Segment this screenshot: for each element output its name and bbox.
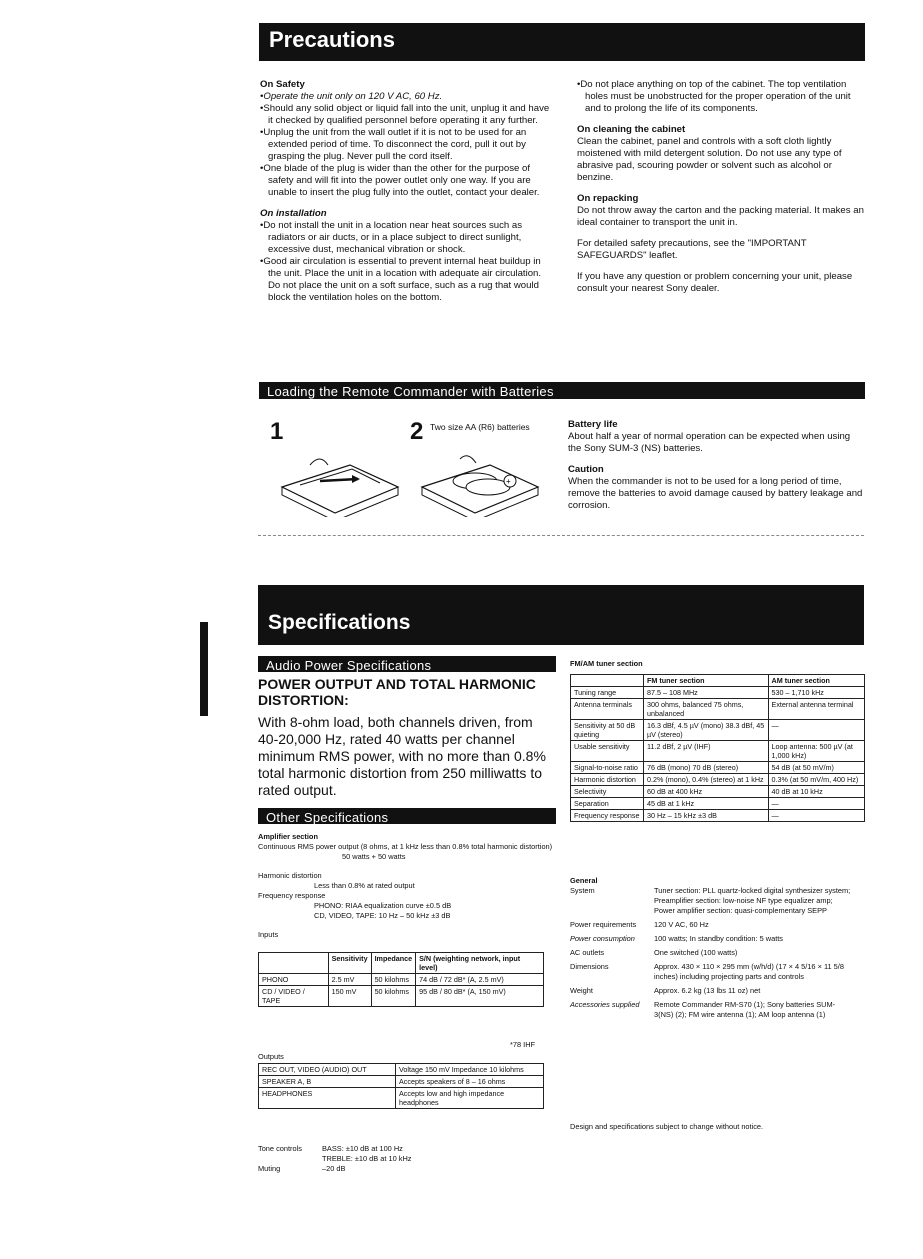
table-cell: 87.5 – 108 MHz bbox=[644, 687, 769, 699]
precautions-title: Precautions bbox=[269, 27, 395, 52]
list-item: • Do not install the unit in a location near heat sources such as radiators or air ducts, or in a place subject to direct sunlight, excessive dust, mechanical vibration or shock. bbox=[260, 220, 550, 256]
outputs-label: Outputs bbox=[258, 1052, 284, 1061]
page-edge-mark bbox=[200, 622, 208, 716]
safety-heading: On Safety bbox=[260, 79, 305, 90]
specifications-title-bar bbox=[258, 585, 864, 645]
table-cell: REC OUT, VIDEO (AUDIO) OUT bbox=[259, 1064, 396, 1076]
table-row bbox=[571, 675, 865, 687]
battery-insert-illustration bbox=[420, 447, 545, 517]
precautions-left-column bbox=[260, 79, 550, 304]
table-cell: 40 dB at 10 kHz bbox=[768, 786, 864, 798]
table-row bbox=[571, 720, 865, 741]
amplifier-heading: Amplifier section bbox=[258, 832, 318, 841]
table-row bbox=[259, 1064, 544, 1076]
amplifier-section bbox=[258, 832, 556, 940]
section-divider bbox=[258, 535, 864, 536]
specifications-title: Specifications bbox=[268, 611, 411, 634]
table-cell: 50 kilohms bbox=[371, 974, 416, 986]
battery-life-heading: Battery life bbox=[568, 419, 618, 430]
table-cell: 30 Hz – 15 kHz ±3 dB bbox=[644, 810, 769, 822]
audio-power-title: Audio Power Specifications bbox=[266, 658, 432, 673]
general-section bbox=[570, 876, 865, 1024]
table-cell: External antenna terminal bbox=[768, 699, 864, 720]
installation-heading: On installation bbox=[260, 208, 327, 219]
general-value: Approx. 6.2 kg (13 lbs 11 oz) net bbox=[654, 986, 761, 995]
list-item: • Unplug the unit from the wall outlet if it is not to be used for an extended period of time. To disconnect the cord, pull it out by grasping the plug. Never pull the cord itself. bbox=[260, 127, 550, 163]
svg-text:+: + bbox=[506, 477, 511, 486]
table-cell: 50 kilohms bbox=[371, 986, 416, 1007]
inputs-label: Inputs bbox=[258, 930, 279, 939]
table-cell bbox=[259, 953, 329, 974]
repacking-text: Do not throw away the carton and the packing material. It makes an ideal container to transport the unit in. bbox=[577, 205, 864, 228]
table-row bbox=[571, 741, 865, 762]
table-row bbox=[571, 786, 865, 798]
other-specs-bar bbox=[258, 808, 556, 824]
general-label: System bbox=[570, 886, 595, 895]
general-value: Remote Commander RM-S70 (1); Sony batteries SUM-3(NS) (2); FM wire antenna (1); AM loop antenna (1) bbox=[654, 1000, 836, 1019]
step-one-number: 1 bbox=[270, 418, 284, 445]
frequency-response-phono: PHONO: RIAA equalization curve ±0.5 dB bbox=[314, 901, 452, 910]
table-row bbox=[571, 687, 865, 699]
table-row bbox=[571, 798, 865, 810]
table-cell: 0.3% (at 50 mV/m, 400 Hz) bbox=[768, 774, 864, 786]
table-cell: 45 dB at 1 kHz bbox=[644, 798, 769, 810]
general-value: 120 V AC, 60 Hz bbox=[654, 920, 709, 929]
table-row bbox=[259, 974, 544, 986]
tone-bass-value: BASS: ±10 dB at 100 Hz bbox=[322, 1144, 403, 1153]
table-cell: 95 dB / 80 dB* (A, 150 mV) bbox=[416, 986, 544, 1007]
repacking-heading: On repacking bbox=[577, 193, 639, 204]
caution-heading: Caution bbox=[568, 464, 604, 475]
tuner-table bbox=[570, 674, 865, 822]
table-cell: Impedance bbox=[371, 953, 416, 974]
table-cell: Frequency response bbox=[571, 810, 644, 822]
general-label: Weight bbox=[570, 986, 593, 995]
remote-back-cover-illustration bbox=[280, 447, 405, 517]
table-cell: 60 dB at 400 kHz bbox=[644, 786, 769, 798]
general-value: Approx. 430 × 110 × 295 mm (w/h/d) (17 × 4 5/16 × 11 5/8 inches) including projecting parts and controls bbox=[654, 962, 844, 981]
general-label: AC outlets bbox=[570, 948, 605, 957]
table-cell: Accepts low and high impedance headphones bbox=[396, 1088, 544, 1109]
table-cell: Sensitivity at 50 dB quieting bbox=[571, 720, 644, 741]
table-cell: Sensitivity bbox=[328, 953, 371, 974]
remote-title: Loading the Remote Commander with Batteries bbox=[267, 384, 554, 399]
general-label: Power requirements bbox=[570, 920, 637, 929]
battery-size-label: Two size AA (R6) batteries bbox=[430, 422, 530, 432]
battery-info-column bbox=[568, 419, 863, 512]
cleaning-text: Clean the cabinet, panel and controls with a soft cloth lightly moistened with mild detergent solution. Do not use any type of abrasive pad, scouring powder or solvent such as alcohol or benzine. bbox=[577, 136, 842, 183]
list-item: • Do not place anything on top of the cabinet. The top ventilation holes must be unobstructed for the proper operation of the unit and to prolong the life of its components. bbox=[577, 79, 867, 115]
power-heading: POWER OUTPUT AND TOTAL HARMONIC DISTORTION: bbox=[258, 676, 536, 708]
harmonic-distortion-value: Less than 0.8% at rated output bbox=[314, 881, 415, 890]
table-cell: 76 dB (mono) 70 dB (stereo) bbox=[644, 762, 769, 774]
table-row bbox=[259, 986, 544, 1007]
table-cell: 54 dB (at 50 mV/m) bbox=[768, 762, 864, 774]
table-row bbox=[259, 1088, 544, 1109]
inputs-table bbox=[258, 952, 544, 1007]
table-row bbox=[259, 953, 544, 974]
amplifier-rms-value: 50 watts + 50 watts bbox=[342, 852, 406, 861]
table-cell: Antenna terminals bbox=[571, 699, 644, 720]
table-cell: CD / VIDEO / TAPE bbox=[259, 986, 329, 1007]
table-cell: — bbox=[768, 720, 864, 741]
table-cell: FM tuner section bbox=[644, 675, 769, 687]
precautions-title-bar bbox=[259, 23, 865, 61]
table-cell: 16.3 dBf, 4.5 µV (mono) 38.3 dBf, 45 µV (stereo) bbox=[644, 720, 769, 741]
muting-value: –20 dB bbox=[322, 1164, 346, 1173]
list-item: • One blade of the plug is wider than the other for the purpose of safety and will fit into the power outlet only one way. If you are unable to insert the plug fully into the outlet, contact your dealer. bbox=[260, 163, 550, 199]
table-cell: Signal-to-noise ratio bbox=[571, 762, 644, 774]
table-cell: Selectivity bbox=[571, 786, 644, 798]
tuner-heading: FM/AM tuner section bbox=[570, 659, 643, 668]
table-cell: 74 dB / 72 dB* (A, 2.5 mV) bbox=[416, 974, 544, 986]
table-cell: AM tuner section bbox=[768, 675, 864, 687]
other-specs-title: Other Specifications bbox=[266, 810, 389, 825]
table-cell: HEADPHONES bbox=[259, 1088, 396, 1109]
tone-label: Tone controls bbox=[258, 1144, 302, 1153]
precautions-right-column bbox=[577, 79, 867, 295]
power-text: With 8-ohm load, both channels driven, from 40-20,000 Hz, rated 40 watts per channel minimum RMS power, with no more than 0.8% total harmonic distortion from 250 milliwatts to rated output. bbox=[258, 714, 546, 798]
frequency-response-line: CD, VIDEO, TAPE: 10 Hz – 50 kHz ±3 dB bbox=[314, 911, 451, 920]
table-cell bbox=[571, 675, 644, 687]
general-label: Accessories supplied bbox=[570, 1000, 640, 1009]
table-cell: Loop antenna: 500 µV (at 1,000 kHz) bbox=[768, 741, 864, 762]
general-label: Dimensions bbox=[570, 962, 609, 971]
table-cell: S/N (weighting network, input level) bbox=[416, 953, 544, 974]
table-cell: Voltage 150 mV Impedance 10 kilohms bbox=[396, 1064, 544, 1076]
outputs-table bbox=[258, 1063, 544, 1109]
table-cell: Tuning range bbox=[571, 687, 644, 699]
table-row bbox=[259, 1076, 544, 1088]
table-cell: Usable sensitivity bbox=[571, 741, 644, 762]
step-two-number: 2 bbox=[410, 418, 424, 445]
tone-muting-block bbox=[258, 1144, 556, 1174]
spec-footer-note: Design and specifications subject to change without notice. bbox=[570, 1122, 764, 1131]
muting-label: Muting bbox=[258, 1164, 281, 1173]
safeguards-text: For detailed safety precautions, see the "IMPORTANT SAFEGUARDS" leaflet. bbox=[577, 238, 807, 261]
table-cell: — bbox=[768, 810, 864, 822]
amplifier-rms-label: Continuous RMS power output (8 ohms, at 1 kHz less than 0.8% total harmonic distortion) bbox=[258, 842, 553, 851]
table-cell: 300 ohms, balanced 75 ohms, unbalanced bbox=[644, 699, 769, 720]
table-row bbox=[571, 762, 865, 774]
battery-life-text: About half a year of normal operation can be expected when using the Sony SUM-3 (NS) batteries. bbox=[568, 431, 851, 454]
table-cell: 11.2 dBf, 2 µV (IHF) bbox=[644, 741, 769, 762]
table-cell: Harmonic distortion bbox=[571, 774, 644, 786]
table-cell: PHONO bbox=[259, 974, 329, 986]
caution-text: When the commander is not to be used for a long period of time, remove the batteries to avoid damage caused by battery leakage and corrosion. bbox=[568, 476, 863, 511]
table-row bbox=[571, 810, 865, 822]
audio-power-bar bbox=[258, 656, 556, 672]
table-cell: Separation bbox=[571, 798, 644, 810]
contact-text: If you have any question or problem concerning your unit, please consult your nearest Sony dealer. bbox=[577, 271, 853, 294]
general-value: One switched (100 watts) bbox=[654, 948, 738, 957]
general-value: 100 watts; In standby condition: 5 watts bbox=[654, 934, 784, 943]
harmonic-distortion-label: Harmonic distortion bbox=[258, 871, 322, 880]
cleaning-heading: On cleaning the cabinet bbox=[577, 124, 686, 135]
frequency-response-label: Frequency response bbox=[258, 891, 326, 900]
list-item: • Good air circulation is essential to prevent internal heat buildup in the unit. Place the unit in a location with adequate air circulation. Do not place the unit on a soft surface, such as a rug that would block the ventilation holes on the bottom. bbox=[260, 256, 550, 304]
table-cell: SPEAKER A, B bbox=[259, 1076, 396, 1088]
table-row bbox=[571, 774, 865, 786]
table-cell: 530 – 1,710 kHz bbox=[768, 687, 864, 699]
table-cell: 2.5 mV bbox=[328, 974, 371, 986]
remote-title-bar bbox=[259, 382, 865, 399]
list-item: • Should any solid object or liquid fall into the unit, unplug it and have it checked by qualified personnel before operating it any further. bbox=[260, 103, 550, 127]
table-row bbox=[571, 699, 865, 720]
general-value: Tuner section: PLL quartz-locked digital synthesizer system; Preamplifier section: low-noise NF type equalizer amp; Power amplifier section: quasi-complementary SEPP bbox=[654, 886, 851, 915]
tone-treble-value: TREBLE: ±10 dB at 10 kHz bbox=[322, 1154, 412, 1163]
table-cell: 0.2% (mono), 0.4% (stereo) at 1 kHz bbox=[644, 774, 769, 786]
table-cell: — bbox=[768, 798, 864, 810]
inputs-footnote: *78 IHF bbox=[510, 1040, 536, 1049]
general-heading: General bbox=[570, 876, 598, 885]
list-item: • Operate the unit only on 120 V AC, 60 Hz. bbox=[260, 91, 550, 103]
table-cell: Accepts speakers of 8 – 16 ohms bbox=[396, 1076, 544, 1088]
general-label: Power consumption bbox=[570, 934, 635, 943]
table-cell: 150 mV bbox=[328, 986, 371, 1007]
